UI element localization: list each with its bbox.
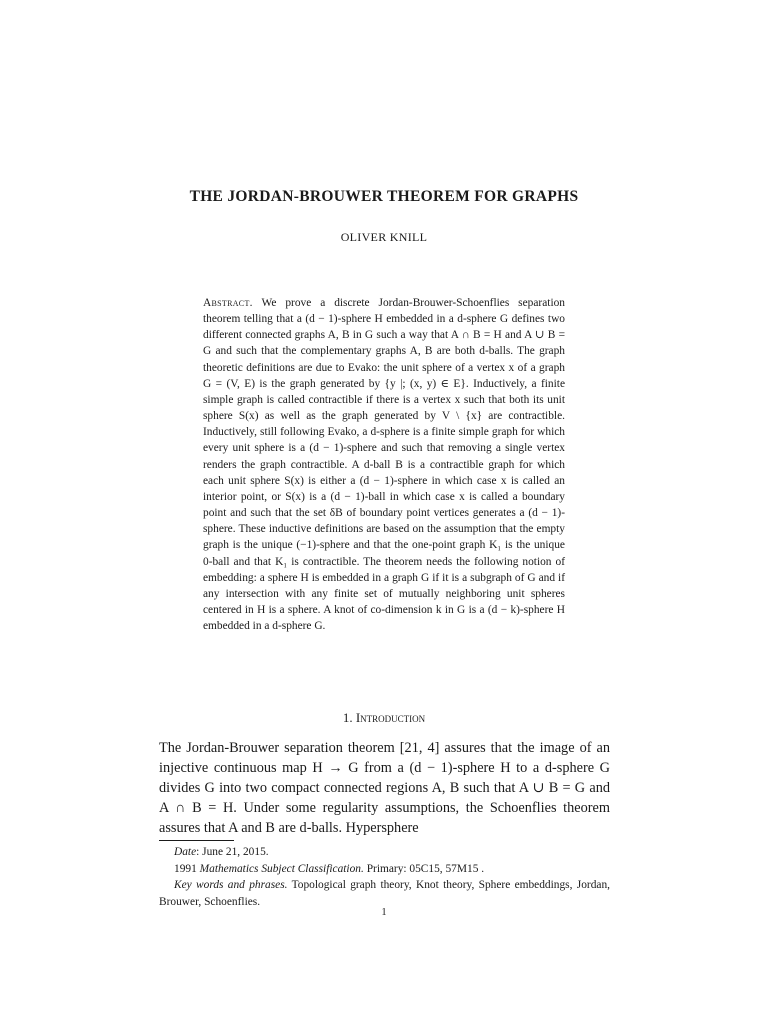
page-number: 1	[381, 907, 387, 918]
paper-title: THE JORDAN-BROUWER THEOREM FOR GRAPHS	[189, 188, 579, 205]
footnote-keywords	[159, 877, 610, 910]
keywords-label: Key words and phrases.	[174, 879, 288, 891]
msc-value: Primary: 05C15, 57M15 .	[363, 862, 485, 875]
msc-label: Mathematics Subject Classification.	[199, 862, 364, 875]
footnote-divider	[159, 840, 234, 841]
footnote-date	[159, 844, 610, 861]
date-value: : June 21, 2015.	[196, 846, 269, 858]
section-title: Introduction	[355, 710, 426, 725]
abstract	[203, 295, 565, 634]
abstract-label: Abstract.	[203, 297, 253, 309]
msc-prefix: 1991	[174, 862, 200, 875]
date-label: Date	[174, 846, 197, 858]
footnote-msc	[159, 861, 610, 878]
introduction-paragraph: The Jordan-Brouwer separation theorem [21, 4] assures that the image of an injective continuous map H → G from a (d − 1)-sphere H to a d-sphere G divides G into two compact connected regions A, B such that A ∪ B = G and A ∩ B = H. Under some regularity assumptions, the Schoenflies theorem assures that A and B are d-balls. Hypersphere	[159, 740, 610, 836]
paper-author: OLIVER KNILL	[340, 230, 428, 244]
abstract-text: We prove a discrete Jordan-Brouwer-Schoenflies separation theorem telling that a (d − 1)-sphere H embedded in a d-sphere G defines two different connected graphs A, B in G such a way that A ∩ B = H and A ∪ B = G and such that the complementary graphs A, B are both d-balls. The graph theoretic definitions are due to Evako: the unit sphere of a vertex x of a graph G = (V, E) is the graph generated by {y |; (x, y) ∈ E}. Inductively, a finite simple graph is called contractible if there is a vertex x such that both its unit sphere S(x) as well as the graph generated by V \ {x} are contractible. Inductively, still following Evako, a d-sphere is a finite simple graph for which every unit sphere is a (d − 1)-sphere and such that removing a single vertex renders the graph contractible. A d-ball B is a contractible graph for which each unit sphere S(x) is either a (d − 1)-sphere in which case x is called an interior point, or S(x) is a (d − 1)-ball in which case x is called a boundary point and such that the set δB of boundary point vertices generates a (d − 1)-sphere. These inductive definitions are based on the assumption that the empty graph is the unique (−1)-sphere and that the one-point graph K₁ is the unique 0-ball and that K₁ is contractible. The theorem needs the following notion of embedding: a sphere H is embedded in a graph G if it is a subgraph of G and if any intersection with any finite set of mutually neighboring unit spheres centered in H is a sphere. A knot of co-dimension k in G is a (d − k)-sphere H embedded in a d-sphere G.	[203, 297, 565, 633]
section-heading-introduction	[0, 710, 768, 726]
keywords-value: Topological graph theory, Knot theory, Sphere embeddings, Jordan, Brouwer, Schoenflies.	[159, 879, 611, 908]
section-number: 1.	[342, 710, 353, 725]
footnotes	[159, 844, 610, 910]
